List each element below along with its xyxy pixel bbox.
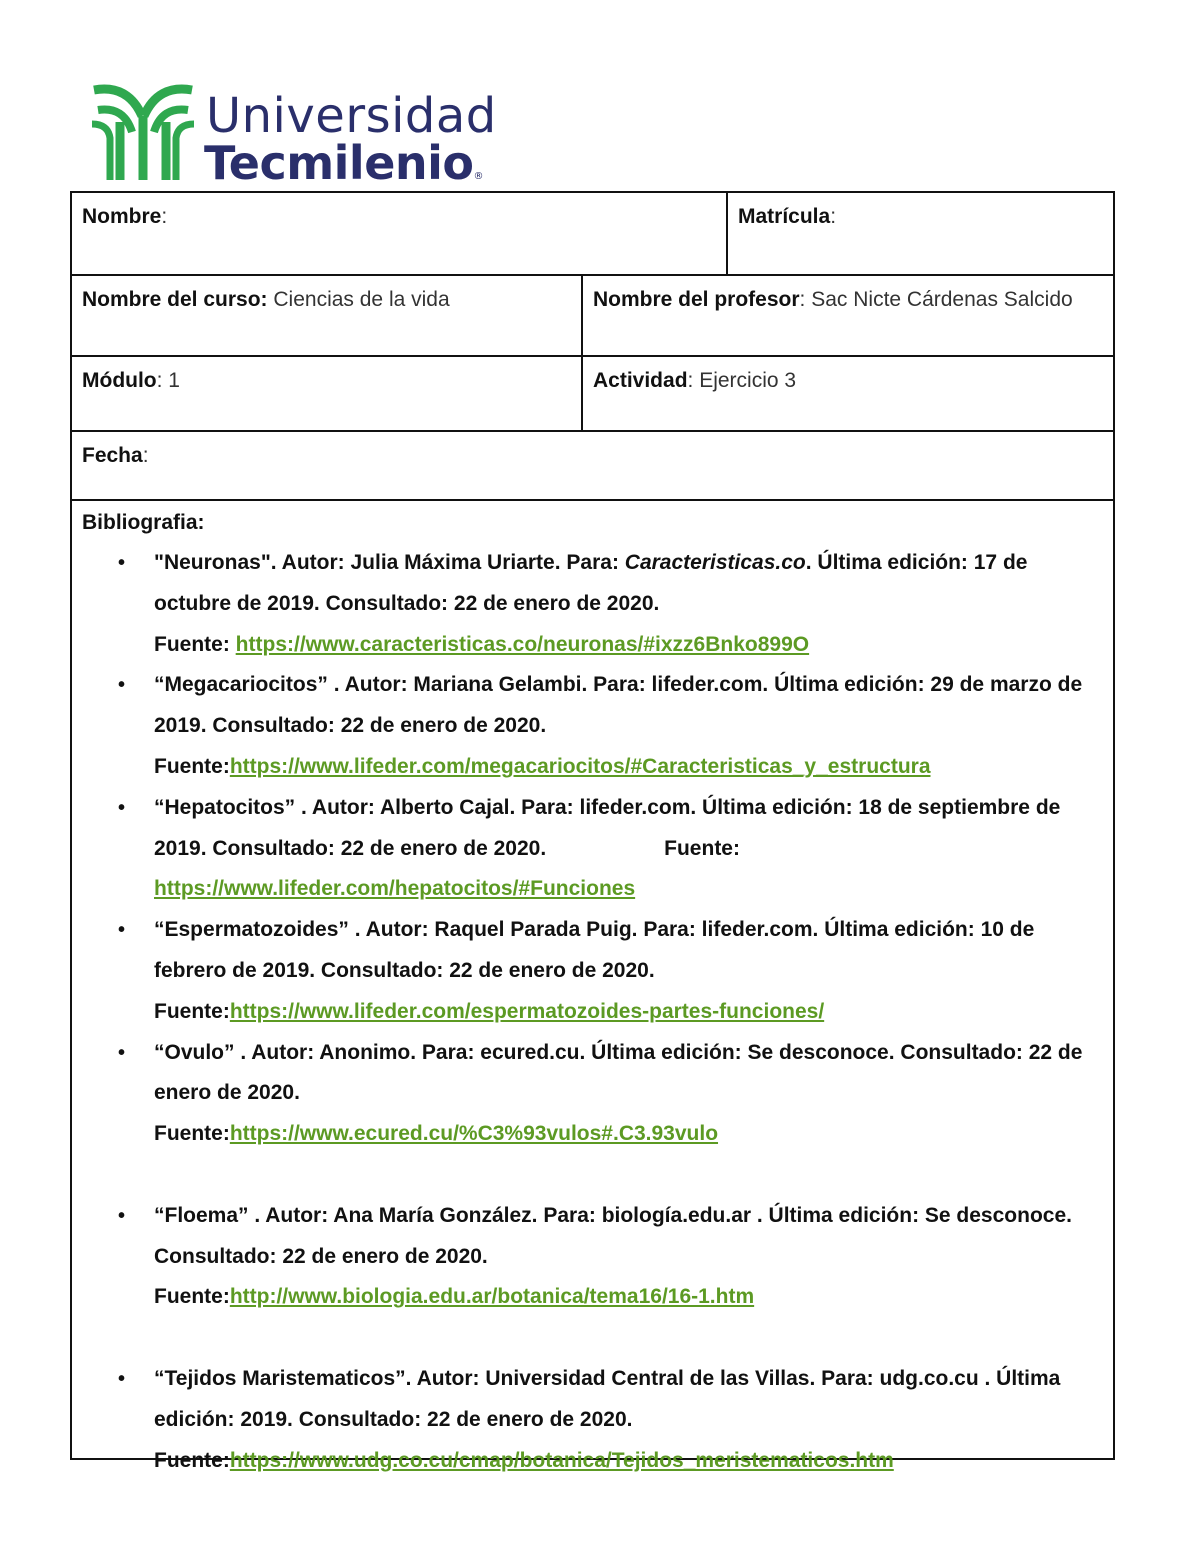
university-logo — [88, 76, 497, 190]
student-info-form — [70, 191, 1115, 1472]
bibliography-item-hepatocitos — [82, 788, 1103, 910]
bullet-icon: • — [118, 1204, 126, 1227]
source-link[interactable]: https://www.udg.co.cu/cmap/botanica/Tejidos_meristematicos.htm — [229, 1448, 894, 1472]
source-link[interactable]: https://www.caracteristicas.co/neuronas/#ixzz6Bnko899O — [235, 632, 810, 656]
fuente-label: Fuente: — [154, 754, 230, 778]
fuente-label: Fuente: — [154, 1122, 230, 1146]
nombre-cell — [72, 193, 726, 274]
source-link[interactable]: https://www.lifeder.com/hepatocitos/#Funciones — [154, 877, 636, 901]
bibliography-item-megacariocitos — [82, 665, 1103, 787]
registered-mark: ® — [473, 171, 484, 182]
modulo-label: Módulo — [82, 369, 157, 392]
profesor-cell — [581, 276, 1113, 355]
nombre-value: : — [161, 205, 168, 228]
row-modulo-actividad — [72, 357, 1113, 432]
citation-text: “Megacariocitos” . Autor: Mariana Gelambi. Para: lifeder.com. Última edición: 29 de marzo de 2019. Consultado: 22 de enero de 2020. — [154, 673, 1083, 738]
matricula-label: Matrícula — [738, 205, 831, 228]
row-curso-profesor — [72, 276, 1113, 357]
citation-text: "Neuronas". Autor: Julia Máxima Uriarte. Para: — [154, 551, 625, 574]
citation-text: “Hepatocitos” . Autor: Alberto Cajal. Para: lifeder.com. Última edición: 18 de septiembre de 2019. Consultado: 22 de enero de 2020. — [154, 795, 1061, 860]
citation-source-italic: Caracteristicas.co — [624, 551, 806, 574]
fuente-label: Fuente: — [154, 632, 236, 656]
fuente-label: Fuente: — [154, 999, 230, 1023]
logo-mark-icon — [88, 76, 198, 186]
citation-text: “Espermatozoides” . Autor: Raquel Parada Puig. Para: lifeder.com. Última edición: 10 de febrero de 2019. Consultado: 22 de enero de 2020. — [154, 918, 1035, 982]
bibliography-title: Bibliografia: — [82, 511, 205, 534]
matricula-cell — [726, 193, 1113, 274]
source-link[interactable]: http://www.biologia.edu.ar/botanica/tema16/16-1.htm — [229, 1285, 755, 1309]
bibliography-item-neuronas — [82, 543, 1103, 665]
bullet-icon: • — [118, 552, 126, 574]
fecha-cell — [72, 432, 1113, 499]
actividad-cell — [581, 357, 1113, 430]
profesor-label: Nombre del profesor — [593, 288, 800, 311]
profesor-value: : Sac Nicte Cárdenas Salcido — [799, 288, 1073, 311]
logo-text-tecmilenio — [204, 136, 483, 190]
bullet-icon: • — [118, 1041, 126, 1064]
logo-text-universidad: Universidad — [206, 88, 497, 144]
bullet-icon: • — [118, 1367, 126, 1390]
citation-text: “Ovulo” . Autor: Anonimo. Para: ecured.cu. Última edición: Se desconoce. Consultado: 22 de enero de 2020. — [154, 1040, 1083, 1105]
fecha-label: Fecha — [82, 444, 143, 467]
citation-text: “Floema” . Autor: Ana María González. Para: biología.edu.ar . Última edición: Se desconoce. Consultado: 22 de enero de 2020. — [154, 1203, 1072, 1268]
bibliography-item-espermatozoides — [82, 910, 1103, 1032]
bullet-icon: • — [118, 796, 126, 819]
bibliography-section — [72, 499, 1113, 1472]
citation-text: “Tejidos Maristematicos”. Autor: Universidad Central de las Villas. Para: udg.co.cu . Última edición: 2019. Consultado: 22 de enero de 2020. — [154, 1366, 1061, 1431]
bullet-icon: • — [118, 919, 126, 942]
curso-label: Nombre del curso: — [82, 288, 268, 311]
fuente-label: Fuente: — [154, 1285, 230, 1309]
bibliography-item-tejidos — [82, 1359, 1103, 1481]
row-nombre-matricula — [72, 193, 1113, 276]
row-fecha — [72, 432, 1113, 501]
source-link[interactable]: https://www.lifeder.com/megacariocitos/#Caracteristicas_y_estructura — [229, 754, 931, 778]
matricula-value: : — [830, 205, 837, 228]
modulo-cell — [72, 357, 581, 430]
source-link[interactable]: https://www.ecured.cu/%C3%93vulos#.C3.93vulo — [229, 1122, 719, 1146]
bullet-icon: • — [118, 674, 126, 697]
modulo-value: : 1 — [156, 369, 180, 392]
logo-word-tecmilenio: Tecmilenio — [204, 136, 474, 190]
curso-cell — [72, 276, 581, 355]
bibliography-list — [82, 543, 1103, 1481]
bibliography-item-ovulo — [82, 1033, 1103, 1155]
curso-value: Ciencias de la vida — [267, 288, 450, 311]
source-link[interactable]: https://www.lifeder.com/espermatozoides-partes-funciones/ — [229, 999, 825, 1023]
nombre-label: Nombre — [82, 205, 162, 228]
fecha-value: : — [142, 444, 149, 467]
bibliography-item-floema — [82, 1196, 1103, 1318]
fuente-label: Fuente: — [664, 836, 740, 860]
actividad-label: Actividad — [593, 369, 688, 392]
fuente-label: Fuente: — [154, 1448, 230, 1472]
actividad-value: : Ejercicio 3 — [687, 369, 797, 392]
citation-text-end: . Última edición: 17 de octubre de 2019. Consultado: 22 de enero de 2020. — [154, 551, 1028, 615]
